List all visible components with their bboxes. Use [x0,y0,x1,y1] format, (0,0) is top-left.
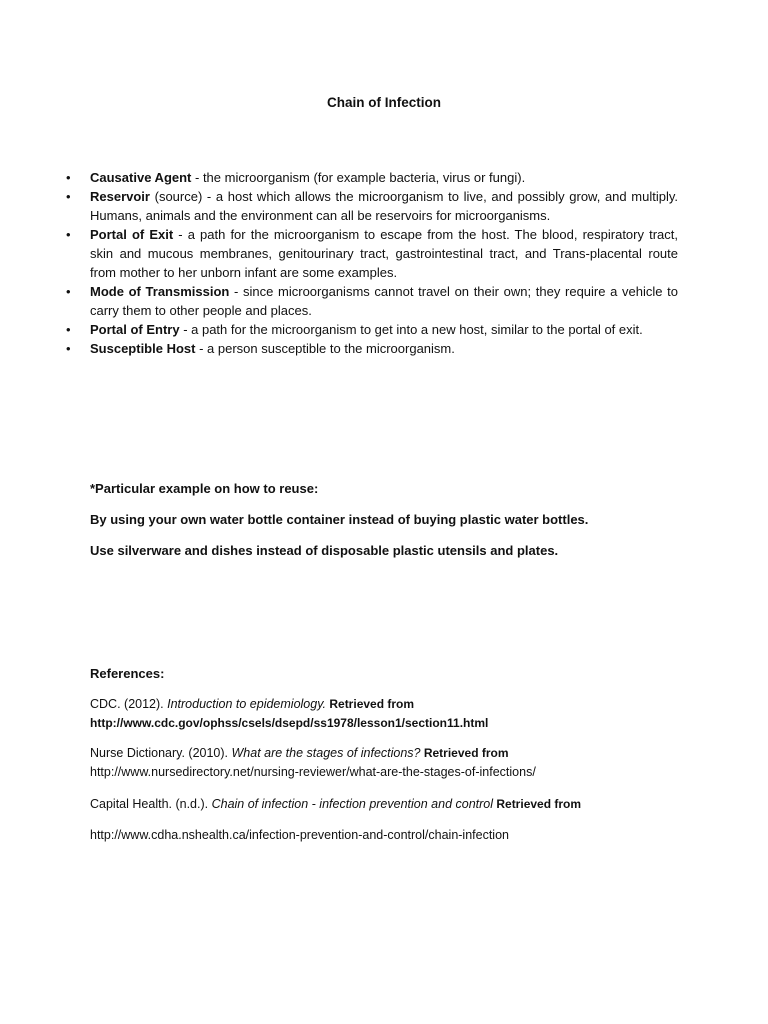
reference-link[interactable]: http://www.nursedirectory.net/nursing-reviewer/what-are-the-stages-of-infections/ [90,765,536,779]
reference-link[interactable]: http://www.cdc.gov/ophss/csels/dsepd/ss1978/lesson1/section11.html [90,716,489,730]
list-item [60,225,678,282]
reference-retrieved: Retrieved from [420,746,509,760]
reference-title: Introduction to epidemiology. [167,697,327,711]
list-item [60,187,678,225]
reference-author: Nurse Dictionary. (2010). [90,746,232,760]
reference-entry [90,744,730,782]
bullet-icon: • [66,189,71,204]
list-item [60,168,678,187]
list-item [60,282,678,320]
bullet-list [60,168,678,358]
list-item [60,339,678,358]
reference-retrieved: Retrieved from [326,697,415,711]
reference-author: CDC. (2012). [90,697,168,711]
bullet-term: Reservoir [90,189,150,204]
bullet-text: - a path for the microorganism to escape from the host. The blood, respiratory tract, skin and mucous membranes, genitourinary tract, gastrointestinal tract, and Trans-placental route from mother to her unborn infant are some examples. [90,227,678,280]
bullet-term: Mode of Transmission [90,284,230,299]
reference-entry-url [90,826,730,845]
reference-author: Capital Health. (n.d.). [90,797,212,811]
bullet-icon: • [66,170,71,185]
reuse-line-1: By using your own water bottle container instead of buying plastic water bottles. [90,512,589,527]
bullet-text: - a person susceptible to the microorganism. [195,341,455,356]
bullet-text: - since microorganisms cannot travel on their own; they require a vehicle to carry them to other people and places. [90,284,679,318]
bullet-term: Causative Agent [90,170,192,185]
reference-title: What are the stages of infections? [231,746,421,760]
bullet-term: Portal of Exit [90,227,174,242]
reuse-line-2: Use silverware and dishes instead of disposable plastic utensils and plates. [90,543,559,558]
bullet-text: (source) - a host which allows the microorganism to live, and possibly grow, and multiply. Humans, animals and the environment can all be reservoirs for microorganisms. [90,189,678,223]
bullet-icon: • [66,284,71,299]
bullet-text: - a path for the microorganism to get into a new host, similar to the portal of exit. [179,322,643,337]
document-title: Chain of Infection [327,95,441,110]
list-item [60,320,678,339]
bullet-term: Portal of Entry [90,322,180,337]
bullet-icon: • [66,322,71,337]
bullet-text: - the microorganism (for example bacteria, virus or fungi). [191,170,526,185]
bullet-term: Susceptible Host [90,341,196,356]
reference-link[interactable]: http://www.cdha.nshealth.ca/infection-prevention-and-control/chain-infection [90,828,509,842]
reuse-heading: *Particular example on how to reuse: [90,481,319,496]
reference-title: Chain of infection - infection prevention and control [211,797,494,811]
bullet-icon: • [66,227,71,242]
reference-entry [90,795,730,814]
bullet-icon: • [66,341,71,356]
references-heading: References: [90,666,165,681]
reference-entry [90,695,730,733]
reference-retrieved: Retrieved from [493,797,582,811]
